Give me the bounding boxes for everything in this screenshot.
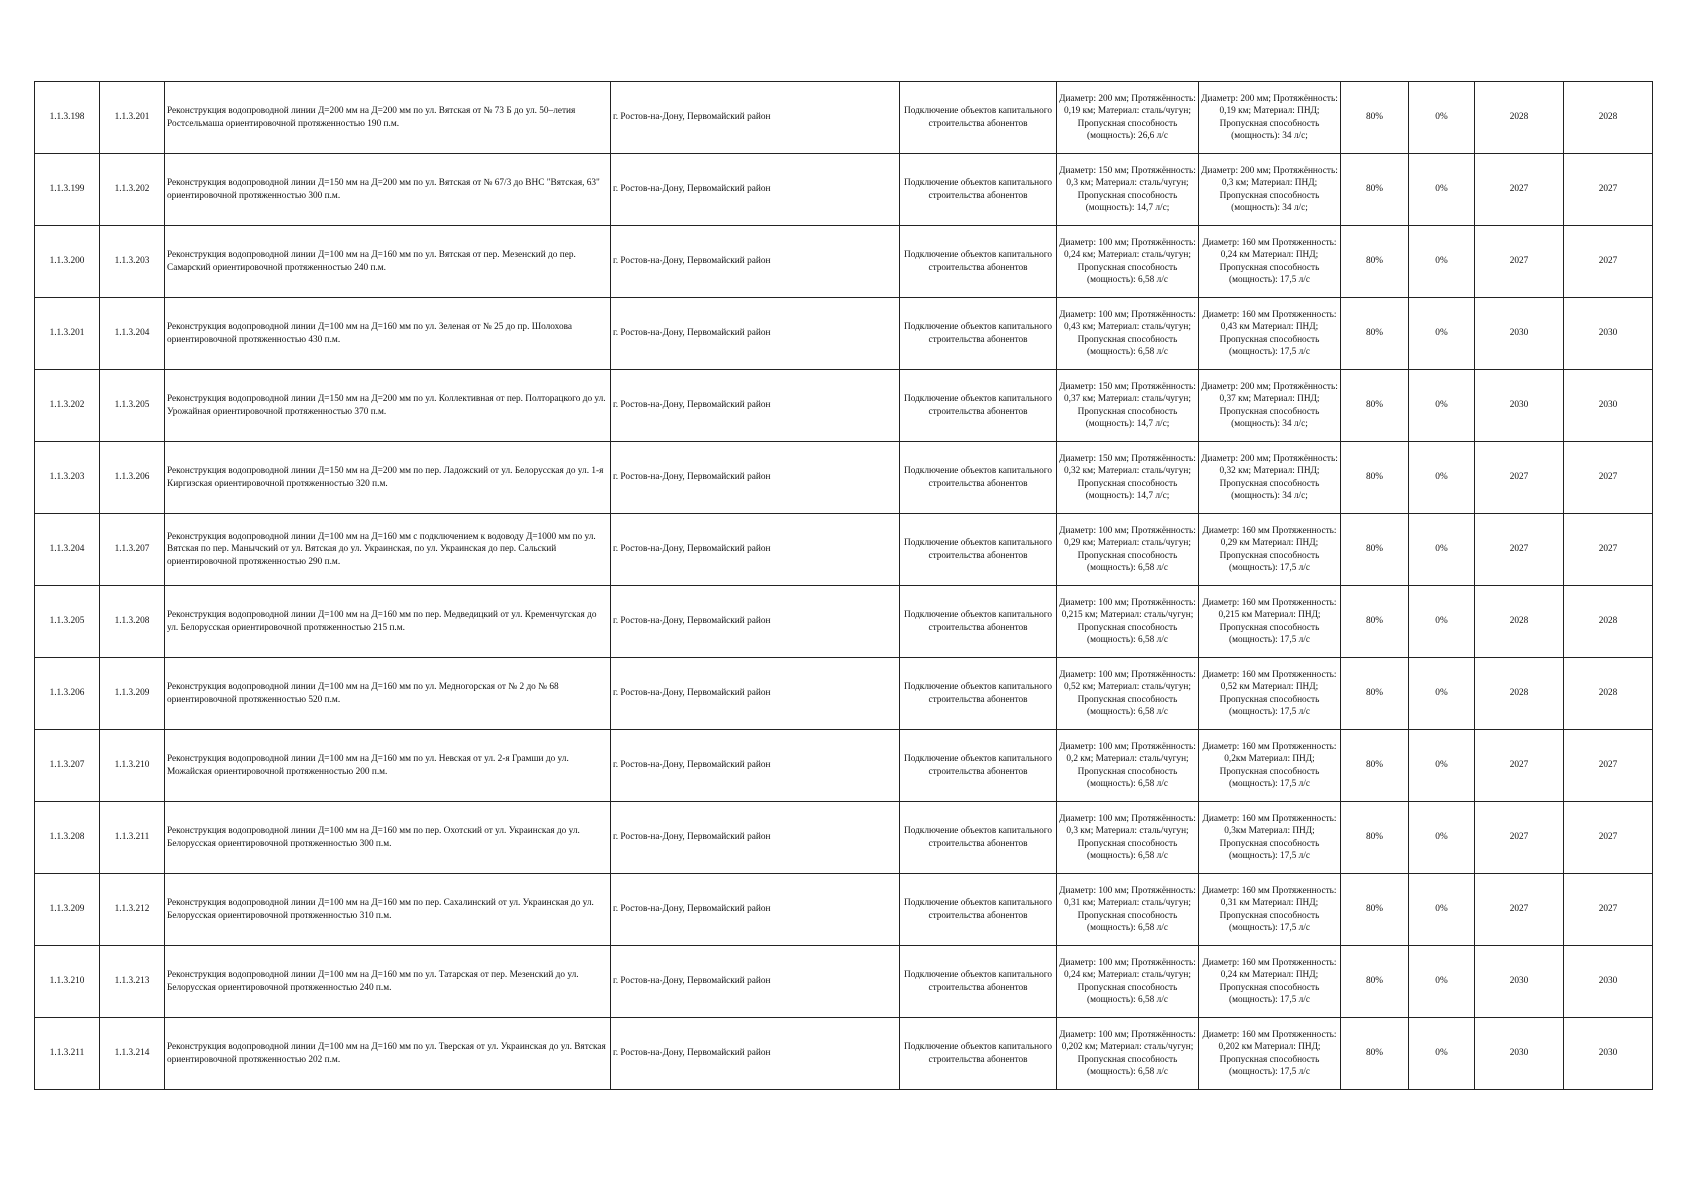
cell-start-year: 2030 <box>1475 946 1564 1018</box>
cell-percent-1: 80% <box>1341 658 1409 730</box>
cell-start-year: 2027 <box>1475 154 1564 226</box>
cell-purpose: Подключение объектов капитального строительства абонентов <box>900 442 1057 514</box>
cell-location: г. Ростов-на-Дону, Первомайский район <box>611 586 900 658</box>
cell-project-description: Реконструкция водопроводной линии Д=100 мм на Д=160 мм по ул. Медногорская от № 2 до № 68 ориентировочной протяженностью 520 п.м. <box>165 658 611 730</box>
cell-start-year: 2027 <box>1475 802 1564 874</box>
cell-project-description: Реконструкция водопроводной линии Д=100 мм на Д=160 мм по ул. Невская от ул. 2-я Грамши до ул. Можайская ориентировочной протяженностью 200 п.м. <box>165 730 611 802</box>
cell-parameters-before: Диаметр: 100 мм; Протяжённость: 0,215 км; Материал: сталь/чугун; Пропускная способность (мощность): 6,58 л/с <box>1057 586 1199 658</box>
cell-project-description: Реконструкция водопроводной линии Д=100 мм на Д=160 мм по пер. Медведицкий от ул. Кременчугская до ул. Белорусская ориентировочной протяженностью 215 п.м. <box>165 586 611 658</box>
cell-percent-2: 0% <box>1409 226 1475 298</box>
cell-end-year: 2027 <box>1564 514 1653 586</box>
cell-parameters-after: Диаметр: 160 мм Протяженность: 0,2км Материал: ПНД; Пропускная способность (мощность): 17,5 л/с <box>1199 730 1341 802</box>
cell-parameters-before: Диаметр: 100 мм; Протяжённость: 0,31 км; Материал: сталь/чугун; Пропускная способность (мощность): 6,58 л/с <box>1057 874 1199 946</box>
cell-purpose: Подключение объектов капитального строительства абонентов <box>900 226 1057 298</box>
table-row <box>35 874 1653 946</box>
cell-parameters-before: Диаметр: 100 мм; Протяжённость: 0,29 км; Материал: сталь/чугун; Пропускная способность (мощность): 6,58 л/с <box>1057 514 1199 586</box>
document-page <box>34 81 1653 1090</box>
cell-purpose: Подключение объектов капитального строительства абонентов <box>900 154 1057 226</box>
cell-parameters-after: Диаметр: 160 мм Протяженность: 0,29 км Материал: ПНД; Пропускная способность (мощность): 17,5 л/с <box>1199 514 1341 586</box>
cell-location: г. Ростов-на-Дону, Первомайский район <box>611 658 900 730</box>
cell-location: г. Ростов-на-Дону, Первомайский район <box>611 370 900 442</box>
cell-end-year: 2030 <box>1564 370 1653 442</box>
cell-parameters-before: Диаметр: 100 мм; Протяжённость: 0,52 км; Материал: сталь/чугун; Пропускная способность (мощность): 6,58 л/с <box>1057 658 1199 730</box>
cell-percent-1: 80% <box>1341 154 1409 226</box>
cell-end-year: 2027 <box>1564 226 1653 298</box>
cell-location: г. Ростов-на-Дону, Первомайский район <box>611 154 900 226</box>
cell-row-number: 1.1.3.200 <box>35 226 100 298</box>
cell-project-description: Реконструкция водопроводной линии Д=100 мм на Д=160 мм по ул. Тверская от ул. Украинская до ул. Вятская ориентировочной протяженностью 202 п.м. <box>165 1018 611 1090</box>
cell-percent-2: 0% <box>1409 658 1475 730</box>
cell-project-code: 1.1.3.214 <box>100 1018 165 1090</box>
cell-parameters-after: Диаметр: 160 мм Протяженность: 0,43 км Материал: ПНД; Пропускная способность (мощность): 17,5 л/с <box>1199 298 1341 370</box>
cell-end-year: 2028 <box>1564 586 1653 658</box>
cell-percent-2: 0% <box>1409 154 1475 226</box>
table-row <box>35 658 1653 730</box>
cell-start-year: 2030 <box>1475 1018 1564 1090</box>
cell-parameters-after: Диаметр: 160 мм Протяженность: 0,24 км Материал: ПНД; Пропускная способность (мощность): 17,5 л/с <box>1199 946 1341 1018</box>
table-row <box>35 802 1653 874</box>
cell-start-year: 2027 <box>1475 874 1564 946</box>
cell-start-year: 2027 <box>1475 730 1564 802</box>
table-row <box>35 946 1653 1018</box>
cell-parameters-before: Диаметр: 150 мм; Протяжённость: 0,32 км; Материал: сталь/чугун; Пропускная способность (мощность): 14,7 л/с; <box>1057 442 1199 514</box>
cell-percent-1: 80% <box>1341 226 1409 298</box>
cell-parameters-after: Диаметр: 200 мм; Протяжённость: 0,37 км; Материал: ПНД; Пропускная способность (мощность): 34 л/с; <box>1199 370 1341 442</box>
cell-purpose: Подключение объектов капитального строительства абонентов <box>900 1018 1057 1090</box>
cell-purpose: Подключение объектов капитального строительства абонентов <box>900 658 1057 730</box>
table-row <box>35 154 1653 226</box>
cell-start-year: 2028 <box>1475 586 1564 658</box>
cell-end-year: 2028 <box>1564 82 1653 154</box>
cell-end-year: 2030 <box>1564 1018 1653 1090</box>
cell-project-code: 1.1.3.212 <box>100 874 165 946</box>
cell-percent-1: 80% <box>1341 82 1409 154</box>
cell-row-number: 1.1.3.204 <box>35 514 100 586</box>
cell-row-number: 1.1.3.207 <box>35 730 100 802</box>
cell-end-year: 2027 <box>1564 730 1653 802</box>
cell-percent-2: 0% <box>1409 730 1475 802</box>
cell-row-number: 1.1.3.202 <box>35 370 100 442</box>
cell-percent-1: 80% <box>1341 298 1409 370</box>
cell-parameters-before: Диаметр: 100 мм; Протяжённость: 0,24 км; Материал: сталь/чугун; Пропускная способность (мощность): 6,58 л/с <box>1057 226 1199 298</box>
cell-purpose: Подключение объектов капитального строительства абонентов <box>900 874 1057 946</box>
cell-start-year: 2027 <box>1475 226 1564 298</box>
cell-project-code: 1.1.3.205 <box>100 370 165 442</box>
cell-purpose: Подключение объектов капитального строительства абонентов <box>900 586 1057 658</box>
cell-location: г. Ростов-на-Дону, Первомайский район <box>611 514 900 586</box>
table-row <box>35 442 1653 514</box>
cell-parameters-before: Диаметр: 150 мм; Протяжённость: 0,37 км; Материал: сталь/чугун; Пропускная способность (мощность): 14,7 л/с; <box>1057 370 1199 442</box>
cell-row-number: 1.1.3.210 <box>35 946 100 1018</box>
cell-parameters-before: Диаметр: 100 мм; Протяжённость: 0,3 км; Материал: сталь/чугун; Пропускная способность (мощность): 6,58 л/с <box>1057 802 1199 874</box>
cell-project-code: 1.1.3.207 <box>100 514 165 586</box>
cell-parameters-before: Диаметр: 200 мм; Протяжённость: 0,19 км; Материал: сталь/чугун; Пропускная способность (мощность): 26,6 л/с <box>1057 82 1199 154</box>
cell-end-year: 2027 <box>1564 874 1653 946</box>
cell-row-number: 1.1.3.211 <box>35 1018 100 1090</box>
cell-start-year: 2027 <box>1475 514 1564 586</box>
cell-location: г. Ростов-на-Дону, Первомайский район <box>611 226 900 298</box>
cell-project-code: 1.1.3.211 <box>100 802 165 874</box>
cell-percent-1: 80% <box>1341 514 1409 586</box>
cell-percent-1: 80% <box>1341 802 1409 874</box>
table-row <box>35 730 1653 802</box>
cell-parameters-after: Диаметр: 200 мм; Протяжённость: 0,19 км; Материал: ПНД; Пропускная способность (мощность): 34 л/с; <box>1199 82 1341 154</box>
cell-end-year: 2027 <box>1564 154 1653 226</box>
cell-start-year: 2030 <box>1475 370 1564 442</box>
cell-location: г. Ростов-на-Дону, Первомайский район <box>611 946 900 1018</box>
cell-start-year: 2027 <box>1475 442 1564 514</box>
cell-parameters-after: Диаметр: 200 мм; Протяжённость: 0,32 км; Материал: ПНД; Пропускная способность (мощность): 34 л/с; <box>1199 442 1341 514</box>
cell-percent-2: 0% <box>1409 82 1475 154</box>
cell-end-year: 2028 <box>1564 658 1653 730</box>
cell-project-code: 1.1.3.209 <box>100 658 165 730</box>
cell-parameters-after: Диаметр: 160 мм Протяженность: 0,202 км Материал: ПНД; Пропускная способность (мощность): 17,5 л/с <box>1199 1018 1341 1090</box>
cell-project-description: Реконструкция водопроводной линии Д=150 мм на Д=200 мм по пер. Ладожский от ул. Белорусская до ул. 1-я Киргизская ориентировочной протяженностью 320 п.м. <box>165 442 611 514</box>
table-row <box>35 370 1653 442</box>
cell-project-description: Реконструкция водопроводной линии Д=100 мм на Д=160 мм по ул. Вятская от пер. Мезенский до пер. Самарский ориентировочной протяженностью 240 п.м. <box>165 226 611 298</box>
cell-end-year: 2027 <box>1564 802 1653 874</box>
cell-end-year: 2027 <box>1564 442 1653 514</box>
investment-program-table <box>34 81 1653 1090</box>
cell-parameters-after: Диаметр: 200 мм; Протяжённость: 0,3 км; Материал: ПНД; Пропускная способность (мощность): 34 л/с; <box>1199 154 1341 226</box>
table-row <box>35 226 1653 298</box>
cell-row-number: 1.1.3.206 <box>35 658 100 730</box>
cell-project-code: 1.1.3.206 <box>100 442 165 514</box>
cell-percent-2: 0% <box>1409 874 1475 946</box>
cell-parameters-before: Диаметр: 100 мм; Протяжённость: 0,43 км; Материал: сталь/чугун; Пропускная способность (мощность): 6,58 л/с <box>1057 298 1199 370</box>
cell-percent-1: 80% <box>1341 874 1409 946</box>
cell-percent-2: 0% <box>1409 514 1475 586</box>
table-row <box>35 82 1653 154</box>
cell-percent-2: 0% <box>1409 1018 1475 1090</box>
cell-project-description: Реконструкция водопроводной линии Д=150 мм на Д=200 мм по ул. Коллективная от пер. Полторацкого до ул. Урожайная ориентировочной протяженностью 370 п.м. <box>165 370 611 442</box>
cell-percent-1: 80% <box>1341 1018 1409 1090</box>
cell-percent-1: 80% <box>1341 370 1409 442</box>
cell-row-number: 1.1.3.205 <box>35 586 100 658</box>
cell-row-number: 1.1.3.198 <box>35 82 100 154</box>
cell-location: г. Ростов-на-Дону, Первомайский район <box>611 442 900 514</box>
cell-row-number: 1.1.3.199 <box>35 154 100 226</box>
cell-project-code: 1.1.3.213 <box>100 946 165 1018</box>
cell-project-code: 1.1.3.201 <box>100 82 165 154</box>
cell-purpose: Подключение объектов капитального строительства абонентов <box>900 802 1057 874</box>
cell-purpose: Подключение объектов капитального строительства абонентов <box>900 514 1057 586</box>
cell-project-description: Реконструкция водопроводной линии Д=100 мм на Д=160 мм по ул. Татарская от пер. Мезенский до ул. Белорусская ориентировочной протяженностью 240 п.м. <box>165 946 611 1018</box>
cell-project-description: Реконструкция водопроводной линии Д=100 мм на Д=160 мм с подключением к водоводу Д=1000 мм по ул. Вятская по пер. Манычский от ул. Вятская до ул. Украинская, по ул. Украинская до пер. Сальский ориентировочной протяженностью 290 п.м. <box>165 514 611 586</box>
cell-percent-2: 0% <box>1409 442 1475 514</box>
cell-start-year: 2028 <box>1475 82 1564 154</box>
cell-end-year: 2030 <box>1564 298 1653 370</box>
table-body <box>35 82 1653 1090</box>
cell-percent-1: 80% <box>1341 586 1409 658</box>
cell-parameters-after: Диаметр: 160 мм Протяженность: 0,24 км Материал: ПНД; Пропускная способность (мощность): 17,5 л/с <box>1199 226 1341 298</box>
cell-project-code: 1.1.3.203 <box>100 226 165 298</box>
cell-row-number: 1.1.3.203 <box>35 442 100 514</box>
cell-start-year: 2028 <box>1475 658 1564 730</box>
cell-project-description: Реконструкция водопроводной линии Д=200 мм на Д=200 мм по ул. Вятская от № 73 Б до ул. 50–летия Ростсельмаша ориентировочной протяженностью 190 п.м. <box>165 82 611 154</box>
cell-parameters-after: Диаметр: 160 мм Протяженность: 0,215 км Материал: ПНД; Пропускная способность (мощность): 17,5 л/с <box>1199 586 1341 658</box>
cell-purpose: Подключение объектов капитального строительства абонентов <box>900 370 1057 442</box>
cell-parameters-before: Диаметр: 100 мм; Протяжённость: 0,2 км; Материал: сталь/чугун; Пропускная способность (мощность): 6,58 л/с <box>1057 730 1199 802</box>
cell-purpose: Подключение объектов капитального строительства абонентов <box>900 82 1057 154</box>
cell-purpose: Подключение объектов капитального строительства абонентов <box>900 730 1057 802</box>
cell-location: г. Ростов-на-Дону, Первомайский район <box>611 802 900 874</box>
cell-percent-2: 0% <box>1409 370 1475 442</box>
cell-location: г. Ростов-на-Дону, Первомайский район <box>611 82 900 154</box>
cell-start-year: 2030 <box>1475 298 1564 370</box>
cell-percent-1: 80% <box>1341 442 1409 514</box>
cell-percent-1: 80% <box>1341 946 1409 1018</box>
table-row <box>35 298 1653 370</box>
cell-project-code: 1.1.3.208 <box>100 586 165 658</box>
cell-project-code: 1.1.3.202 <box>100 154 165 226</box>
cell-row-number: 1.1.3.208 <box>35 802 100 874</box>
table-row <box>35 1018 1653 1090</box>
cell-project-description: Реконструкция водопроводной линии Д=150 мм на Д=200 мм по ул. Вятская от № 67/3 до ВНС "Вятская, 63" ориентировочной протяженностью 300 п.м. <box>165 154 611 226</box>
cell-purpose: Подключение объектов капитального строительства абонентов <box>900 298 1057 370</box>
table-row <box>35 586 1653 658</box>
cell-location: г. Ростов-на-Дону, Первомайский район <box>611 730 900 802</box>
cell-percent-2: 0% <box>1409 802 1475 874</box>
cell-project-code: 1.1.3.204 <box>100 298 165 370</box>
cell-percent-1: 80% <box>1341 730 1409 802</box>
cell-parameters-after: Диаметр: 160 мм Протяженность: 0,52 км Материал: ПНД; Пропускная способность (мощность): 17,5 л/с <box>1199 658 1341 730</box>
cell-percent-2: 0% <box>1409 586 1475 658</box>
table-row <box>35 514 1653 586</box>
cell-location: г. Ростов-на-Дону, Первомайский район <box>611 1018 900 1090</box>
cell-parameters-before: Диаметр: 150 мм; Протяжённость: 0,3 км; Материал: сталь/чугун; Пропускная способность (мощность): 14,7 л/с; <box>1057 154 1199 226</box>
cell-project-description: Реконструкция водопроводной линии Д=100 мм на Д=160 мм по пер. Сахалинский от ул. Украинская до ул. Белорусская ориентировочной протяженностью 310 п.м. <box>165 874 611 946</box>
cell-location: г. Ростов-на-Дону, Первомайский район <box>611 298 900 370</box>
cell-percent-2: 0% <box>1409 298 1475 370</box>
cell-project-code: 1.1.3.210 <box>100 730 165 802</box>
cell-project-description: Реконструкция водопроводной линии Д=100 мм на Д=160 мм по пер. Охотский от ул. Украинская до ул. Белорусская ориентировочной протяженностью 300 п.м. <box>165 802 611 874</box>
cell-percent-2: 0% <box>1409 946 1475 1018</box>
cell-project-description: Реконструкция водопроводной линии Д=100 мм на Д=160 мм по ул. Зеленая от № 25 до пр. Шолохова ориентировочной протяженностью 430 п.м. <box>165 298 611 370</box>
cell-row-number: 1.1.3.209 <box>35 874 100 946</box>
cell-parameters-after: Диаметр: 160 мм Протяженность: 0,3км Материал: ПНД; Пропускная способность (мощность): 17,5 л/с <box>1199 802 1341 874</box>
cell-parameters-before: Диаметр: 100 мм; Протяжённость: 0,202 км; Материал: сталь/чугун; Пропускная способность (мощность): 6,58 л/с <box>1057 1018 1199 1090</box>
cell-parameters-after: Диаметр: 160 мм Протяженность: 0,31 км Материал: ПНД; Пропускная способность (мощность): 17,5 л/с <box>1199 874 1341 946</box>
cell-purpose: Подключение объектов капитального строительства абонентов <box>900 946 1057 1018</box>
cell-row-number: 1.1.3.201 <box>35 298 100 370</box>
cell-parameters-before: Диаметр: 100 мм; Протяжённость: 0,24 км; Материал: сталь/чугун; Пропускная способность (мощность): 6,58 л/с <box>1057 946 1199 1018</box>
cell-location: г. Ростов-на-Дону, Первомайский район <box>611 874 900 946</box>
cell-end-year: 2030 <box>1564 946 1653 1018</box>
